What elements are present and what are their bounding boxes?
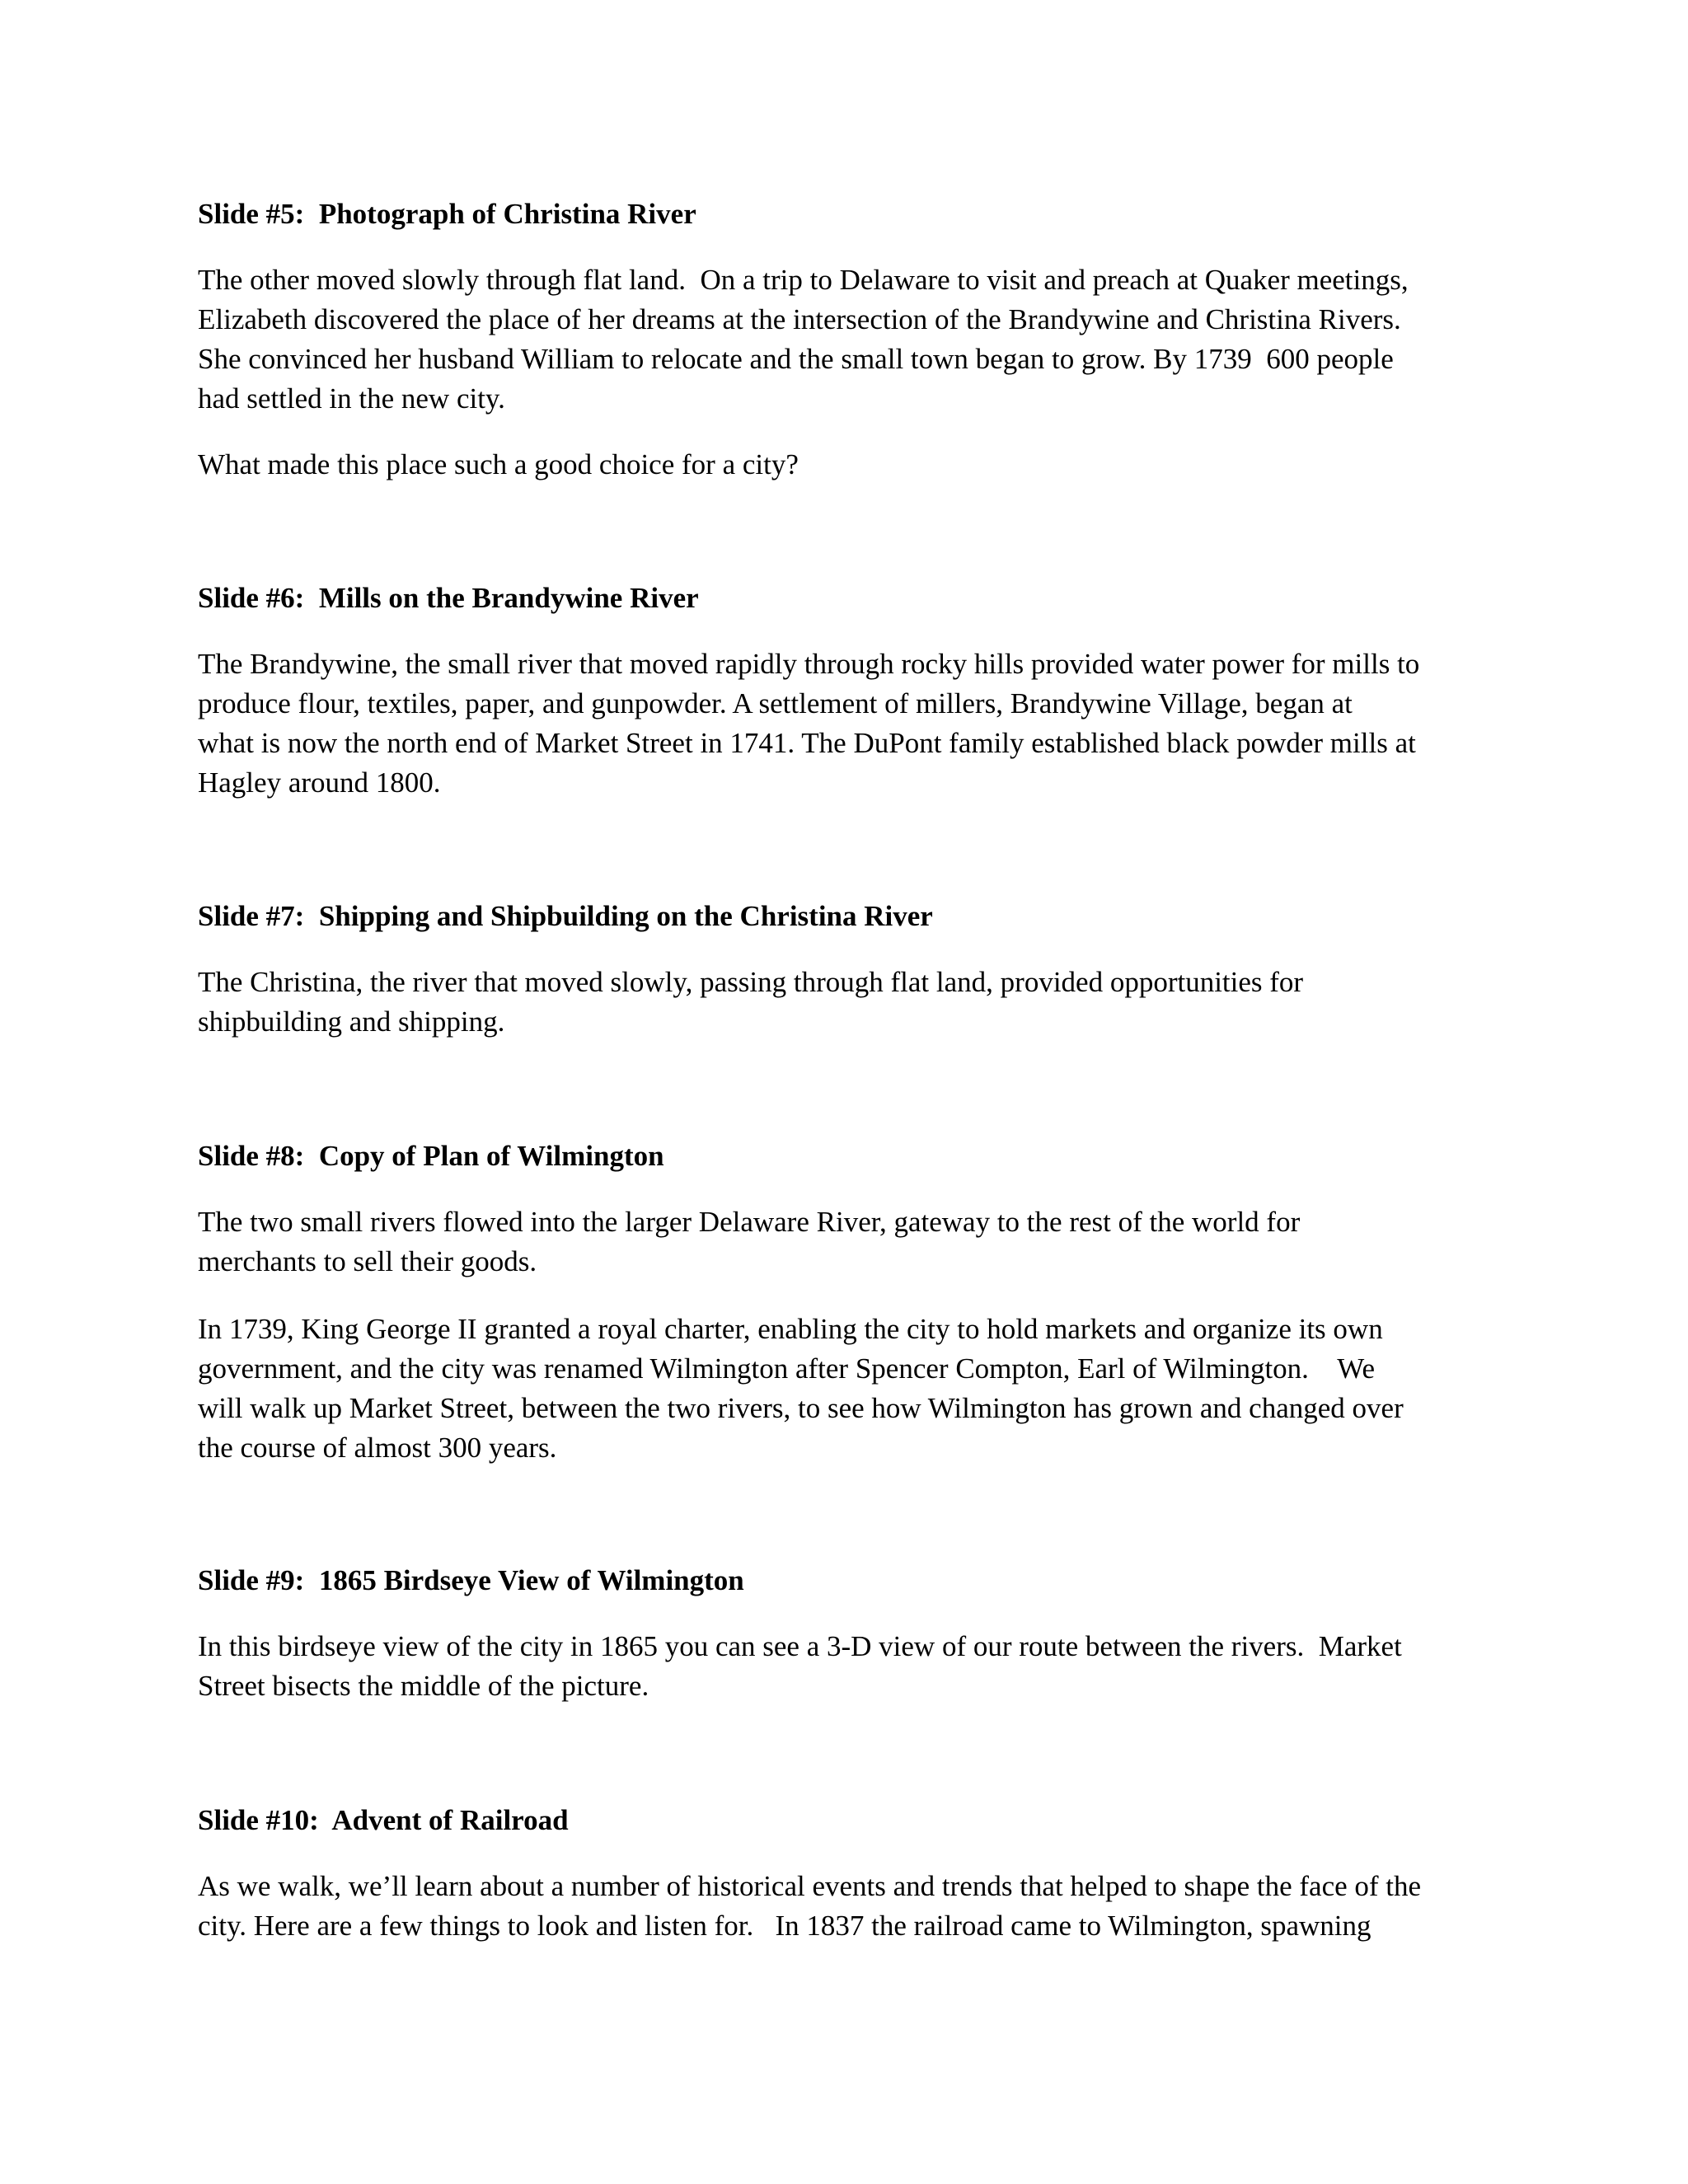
text-line: merchants to sell their goods.: [198, 1245, 537, 1277]
text-line: had settled in the new city.: [198, 382, 505, 415]
slide-5-section: [198, 194, 1492, 234]
slide-10-paragraph-1: [198, 1867, 1492, 1946]
text-line: will walk up Market Street, between the two rivers, to see how Wilmington has grown and changed over: [198, 1392, 1404, 1424]
text-line: She convinced her husband William to relocate and the small town began to grow. By 1739 600 people: [198, 343, 1394, 375]
slide-8-section: [198, 1137, 1492, 1176]
slide-5-heading: Slide #5: Photograph of Christina River: [198, 198, 696, 230]
slide-5-paragraph-1: [198, 260, 1492, 419]
text-line: city. Here are a few things to look and listen for. In 1837 the railroad came to Wilmington, spawning: [198, 1910, 1372, 1942]
text-line: what is now the north end of Market Street in 1741. The DuPont family established black powder mills at: [198, 727, 1416, 759]
slide-10-section: [198, 1801, 1492, 1840]
slide-6-heading: Slide #6: Mills on the Brandywine River: [198, 582, 699, 614]
slide-7-heading: Slide #7: Shipping and Shipbuilding on the Christina River: [198, 900, 933, 932]
slide-8-heading: Slide #8: Copy of Plan of Wilmington: [198, 1140, 664, 1172]
text-line: shipbuilding and shipping.: [198, 1005, 505, 1038]
text-line: The other moved slowly through flat land. On a trip to Delaware to visit and preach at Quaker meetings,: [198, 264, 1409, 296]
slide-6-paragraph-1: [198, 644, 1492, 803]
slide-8-paragraph-2: [198, 1310, 1492, 1468]
text-line: In this birdseye view of the city in 1865 you can see a 3-D view of our route between the rivers. Market: [198, 1630, 1402, 1662]
text-line: The Brandywine, the small river that moved rapidly through rocky hills provided water power for mills to: [198, 648, 1420, 680]
text-line: produce flour, textiles, paper, and gunpowder. A settlement of millers, Brandywine Village, began at: [198, 687, 1353, 719]
text-line: Hagley around 1800.: [198, 766, 441, 799]
text-line: government, and the city was renamed Wilmington after Spencer Compton, Earl of Wilmington. We: [198, 1352, 1376, 1385]
slide-9-section: [198, 1561, 1492, 1601]
text-line: Elizabeth discovered the place of her dreams at the intersection of the Brandywine and Christina Rivers.: [198, 303, 1401, 335]
slide-10-heading: Slide #10: Advent of Railroad: [198, 1804, 569, 1836]
slide-6-section: [198, 579, 1492, 618]
slide-9-heading: Slide #9: 1865 Birdseye View of Wilmington: [198, 1564, 744, 1596]
text-line: In 1739, King George II granted a royal charter, enabling the city to hold markets and organize its own: [198, 1313, 1383, 1345]
slide-8-paragraph-1: [198, 1202, 1492, 1282]
text-line: The two small rivers flowed into the larger Delaware River, gateway to the rest of the world for: [198, 1206, 1301, 1238]
text-line: Street bisects the middle of the picture.: [198, 1670, 649, 1702]
text-line: What made this place such a good choice for a city?: [198, 448, 799, 480]
slide-9-paragraph-1: [198, 1627, 1492, 1706]
text-line: As we walk, we’ll learn about a number of historical events and trends that helped to shape the face of the: [198, 1870, 1422, 1902]
slide-5-paragraph-2: [198, 445, 1492, 485]
text-line: The Christina, the river that moved slowly, passing through flat land, provided opportunities for: [198, 966, 1304, 998]
text-line: the course of almost 300 years.: [198, 1432, 557, 1464]
slide-7-section: [198, 897, 1492, 936]
slide-7-paragraph-1: [198, 963, 1492, 1042]
